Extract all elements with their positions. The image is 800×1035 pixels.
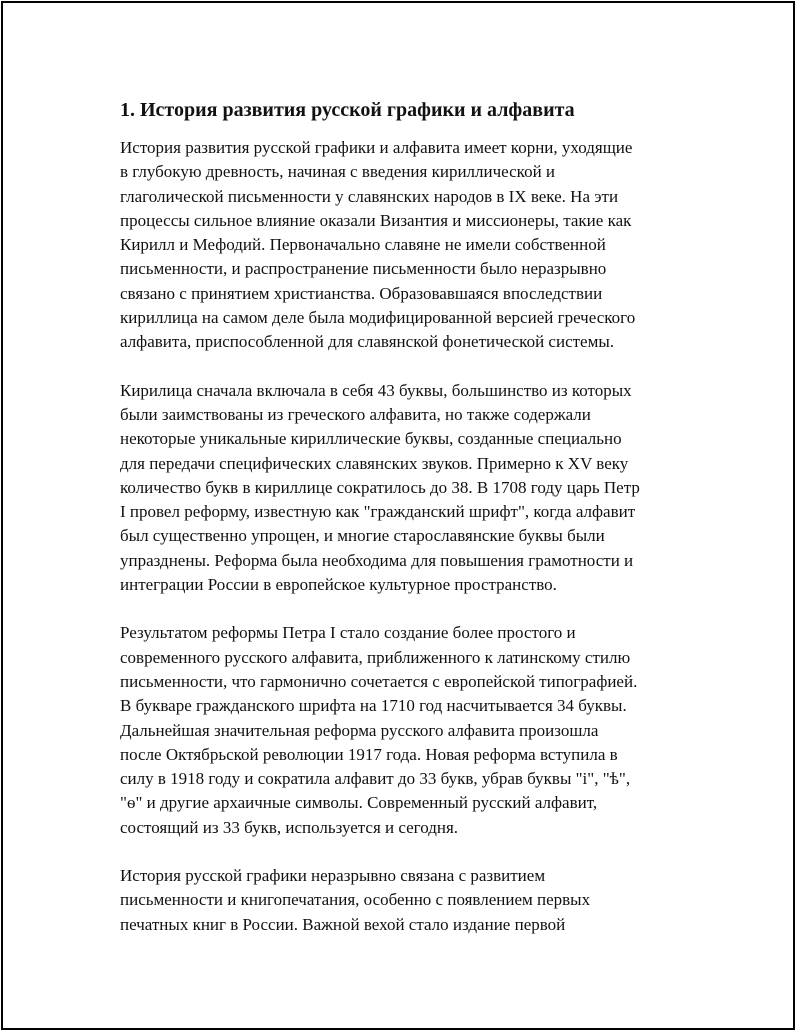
page-frame <box>1 1 795 1030</box>
text-line: количество букв в кириллице сократилось до 38. В 1708 году царь Петр <box>120 477 640 497</box>
text-line: для передачи специфических славянских звуков. Примерно к XV веку <box>120 453 629 473</box>
text-line: кириллица на самом деле была модифицированной версией греческого <box>120 308 636 328</box>
text-line: "ѳ" и другие архаичные символы. Современный русский алфавит, <box>120 793 598 813</box>
text-line: письменности, что гармонично сочетается с европейской типографией. <box>120 671 638 691</box>
paragraph-4 <box>120 864 690 937</box>
text-line: связано с принятием христианства. Образовавшаяся впоследствии <box>120 283 603 303</box>
text-line: История русской графики неразрывно связана с развитием <box>120 866 546 886</box>
text-line: печатных книг в России. Важной вехой стало издание первой <box>120 914 566 934</box>
text-line: после Октябрьской революции 1917 года. Новая реформа вступила в <box>120 744 618 764</box>
text-line: Кирилл и Мефодий. Первоначально славяне не имели собственной <box>120 235 606 255</box>
text-line: глаголической письменности у славянских народов в IX веке. На эти <box>120 186 619 206</box>
text-line: Кирилица сначала включала в себя 43 буквы, большинство из которых <box>120 380 632 400</box>
text-line: Результатом реформы Петра I стало создание более простого и <box>120 623 576 643</box>
text-line: Дальнейшая значительная реформа русского алфавита произошла <box>120 720 599 740</box>
text-line: упразднены. Реформа была необходима для повышения грамотности и <box>120 550 634 570</box>
paragraph-3 <box>120 621 690 840</box>
text-line: интеграции России в европейское культурное пространство. <box>120 575 557 595</box>
text-line: некоторые уникальные кириллические буквы, созданные специально <box>120 429 622 449</box>
text-line: История развития русской графики и алфавита имеет корни, уходящие <box>120 138 633 157</box>
text-line: современного русского алфавита, приближенного к латинскому стилю <box>120 647 631 667</box>
text-line: состоящий из 33 букв, используется и сегодня. <box>120 817 459 837</box>
paragraph-1 <box>120 136 690 355</box>
text-line: силу в 1918 году и сократила алфавит до 33 букв, убрав буквы "і", "ѣ", <box>120 769 631 789</box>
text-line: В букваре гражданского шрифта на 1710 год насчитывается 34 буквы. <box>120 696 627 716</box>
text-line: письменности, и распространение письменности было неразрывно <box>120 259 607 279</box>
paragraph-2 <box>120 379 690 598</box>
text-line: I провел реформу, известную как "гражданский шрифт", когда алфавит <box>120 502 636 522</box>
text-line: был существенно упрощен, и многие старославянские буквы были <box>120 526 605 546</box>
document-body <box>120 96 690 961</box>
text-line: процессы сильное влияние оказали Византия и миссионеры, такие как <box>120 210 632 230</box>
text-line: письменности и книгопечатания, особенно с появлением первых <box>120 890 591 910</box>
text-line: алфавита, приспособленной для славянской фонетической системы. <box>120 332 615 352</box>
section-heading: 1. История развития русской графики и алфавита <box>120 99 575 121</box>
text-line: в глубокую древность, начиная с введения кириллической и <box>120 162 556 182</box>
text-line: были заимствованы из греческого алфавита, но также содержали <box>120 404 591 424</box>
